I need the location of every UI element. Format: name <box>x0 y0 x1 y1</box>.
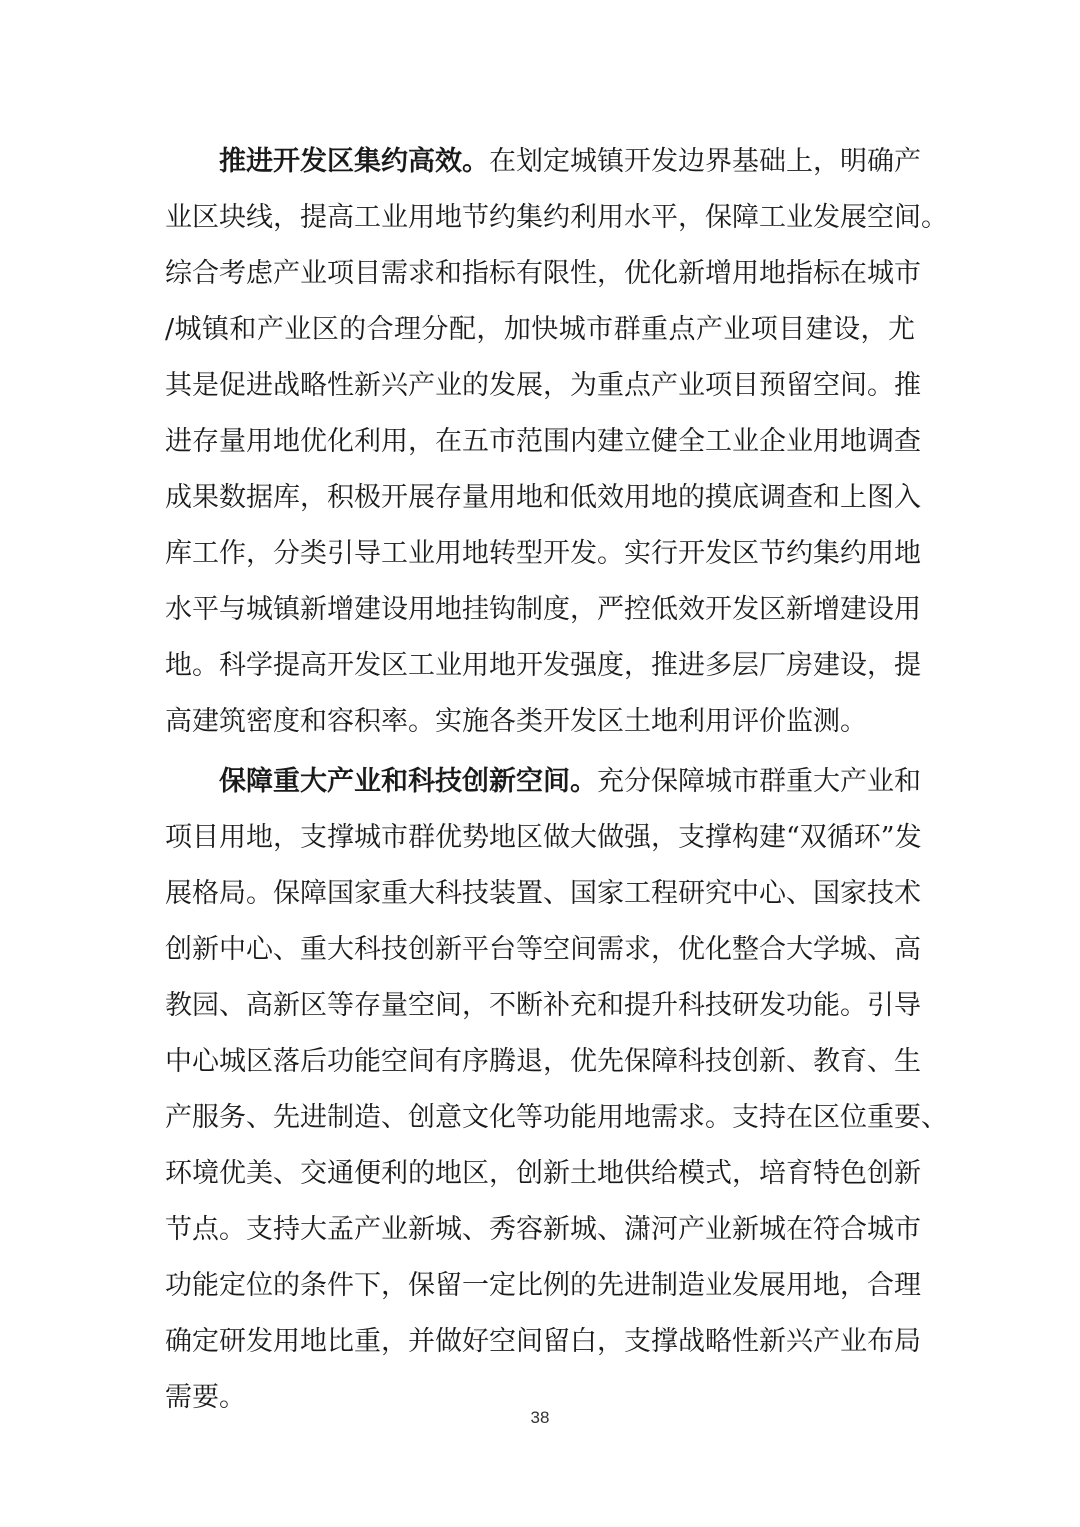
paragraph-2-line-9: 节点。支持大孟产业新城、秀容新城、潇河产业新城在符合城市 <box>165 1214 921 1245</box>
paragraph-1-line-8: 库工作，分类引导工业用地转型开发。实行开发区节约集约用地 <box>165 538 921 569</box>
paragraph-2-line-1 <box>219 762 921 802</box>
paragraph-1-line-7: 成果数据库，积极开展存量用地和低效用地的摸底调查和上图入 <box>165 482 921 513</box>
page-number: 38 <box>530 1408 550 1427</box>
paragraph-2-line-8: 环境优美、交通便利的地区，创新土地供给模式，培育特色创新 <box>165 1158 921 1189</box>
paragraph-2-line-5: 教园、高新区等存量空间，不断补充和提升科技研发功能。引导 <box>165 990 921 1021</box>
paragraph-2-line-3: 展格局。保障国家重大科技装置、国家工程研究中心、国家技术 <box>165 878 921 909</box>
paragraph-1-line-2: 业区块线，提高工业用地节约集约利用水平，保障工业发展空间。 <box>165 202 948 233</box>
paragraph-2-line-12: 需要。 <box>165 1382 246 1413</box>
paragraph-1-line-10: 地。科学提高开发区工业用地开发强度，推进多层厂房建设，提 <box>165 650 921 681</box>
paragraph-2-line-1-text: 充分保障城市群重大产业和 <box>597 766 921 797</box>
paragraph-2-line-11: 确定研发用地比重，并做好空间留白，支撑战略性新兴产业布局 <box>165 1326 921 1357</box>
paragraph-1-line-5: 其是促进战略性新兴产业的发展，为重点产业项目预留空间。推 <box>165 370 921 401</box>
paragraph-1-line-1 <box>219 142 921 182</box>
paragraph-2-line-10: 功能定位的条件下，保留一定比例的先进制造业发展用地，合理 <box>165 1270 921 1301</box>
paragraph-2-line-7: 产服务、先进制造、创意文化等功能用地需求。支持在区位重要、 <box>165 1102 948 1133</box>
paragraph-1-line-4: /城镇和产业区的合理分配，加快城市群重点产业项目建设，尤 <box>165 314 915 345</box>
paragraph-1-line-11: 高建筑密度和容积率。实施各类开发区土地利用评价监测。 <box>165 706 867 737</box>
paragraph-2-line-6: 中心城区落后功能空间有序腾退，优先保障科技创新、教育、生 <box>165 1046 921 1077</box>
paragraph-1-heading: 推进开发区集约高效。 <box>219 146 489 177</box>
paragraph-2-line-2: 项目用地，支撑城市群优势地区做大做强，支撑构建“双循环”发 <box>165 822 922 853</box>
paragraph-1-line-9: 水平与城镇新增建设用地挂钩制度，严控低效开发区新增建设用 <box>165 594 921 625</box>
paragraph-2-line-4: 创新中心、重大科技创新平台等空间需求，优化整合大学城、高 <box>165 934 921 965</box>
paragraph-1-line-1-text: 在划定城镇开发边界基础上，明确产 <box>489 146 921 177</box>
paragraph-2-heading: 保障重大产业和科技创新空间。 <box>219 766 597 797</box>
paragraph-1-line-6: 进存量用地优化利用，在五市范围内建立健全工业企业用地调查 <box>165 426 921 457</box>
paragraph-1-line-3: 综合考虑产业项目需求和指标有限性，优化新增用地指标在城市 <box>165 258 921 289</box>
